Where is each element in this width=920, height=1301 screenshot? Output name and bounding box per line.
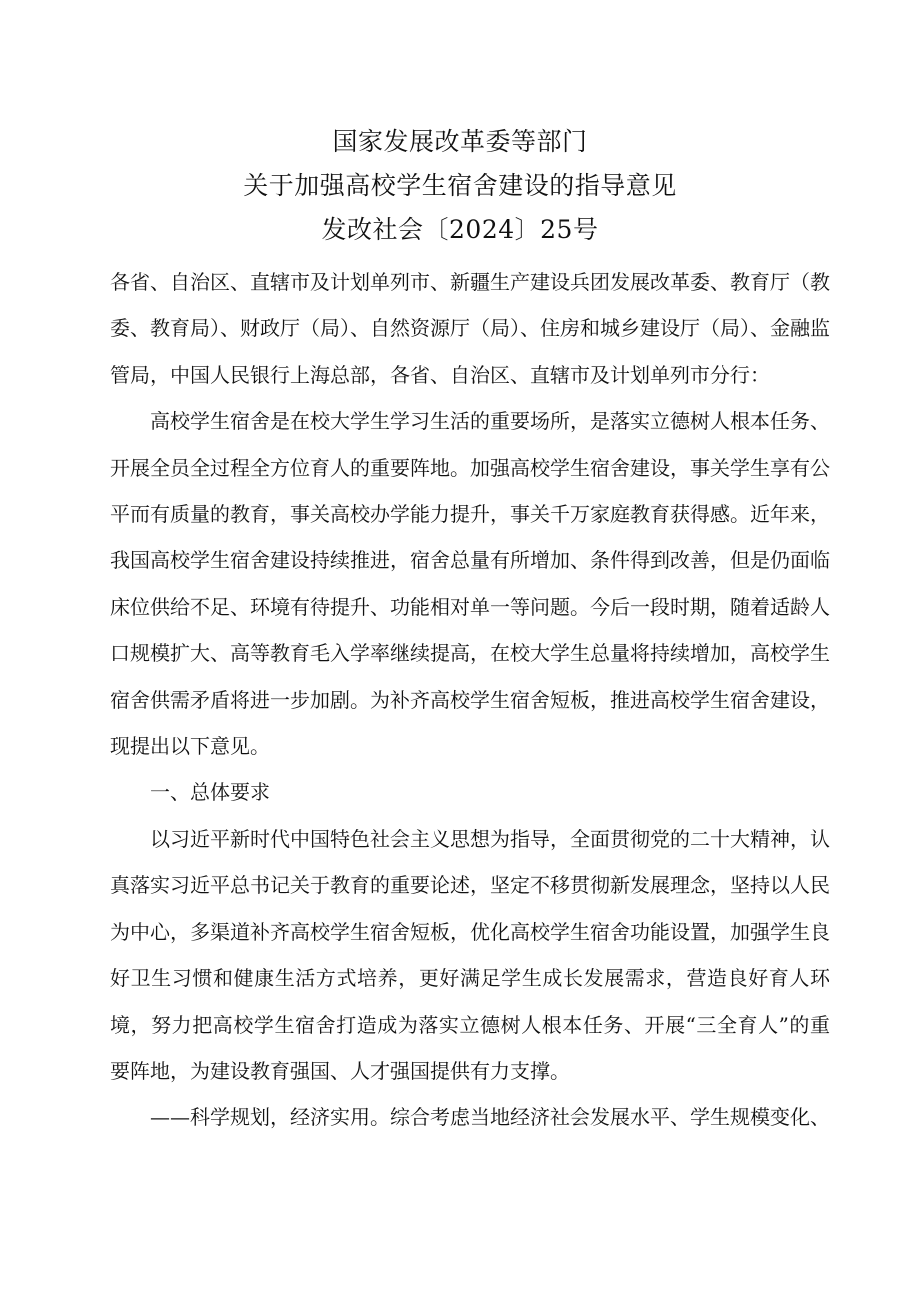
document-number: 发改社会〔2024〕25号 (321, 215, 599, 244)
section-paragraph: 以习近平新时代中国特色社会主义思想为指导，全面贯彻党的二十大精神，认真落实习近平总书记关于教育的重要论述，坚定不移贯彻新发展理念，坚持以人民为中心，多渠道补齐高校学生宿舍短板，优化高校学生宿舍功能设置，加强学生良好卫生习惯和健康生活方式培养，更好满足学生成长发展需求，营造良好育人环境，努力把高校学生宿舍打造成为落实立德树人根本任务、开展“三全育人”的重要阵地，为建设教育强国、人才强国提供有力支撑。 (110, 826, 830, 1083)
document-body (110, 259, 830, 1141)
title-subject: 关于加强高校学生宿舍建设的指导意见 (243, 171, 677, 200)
intro-paragraph: 高校学生宿舍是在校大学生学习生活的重要场所，是落实立德树人根本任务、开展全员全过程全方位育人的重要阵地。加强高校学生宿舍建设，事关学生享有公平而有质量的教育，事关高校办学能力提升，事关千万家庭教育获得感。近年来，我国高校学生宿舍建设持续推进，宿舍总量有所增加、条件得到改善，但是仍面临床位供给不足、环境有待提升、功能相对单一等问题。今后一段时期，随着适龄人口规模扩大、高等教育毛入学率继续提高，在校大学生总量将持续增加，高校学生宿舍供需矛盾将进一步加剧。为补齐高校学生宿舍短板，推进高校学生宿舍建设，现提出以下意见。 (110, 409, 830, 759)
section-heading: 一、总体要求 (150, 780, 270, 805)
principle-paragraph: ——科学规划，经济实用。综合考虑当地经济社会发展水平、学生规模变化、 (150, 1105, 830, 1130)
addressee-paragraph: 各省、自治区、直辖市及计划单列市、新疆生产建设兵团发展改革委、教育厅（教委、教育局）、财政厅（局）、自然资源厅（局）、住房和城乡建设厅（局）、金融监管局，中国人民银行上海总部，各省、自治区、直辖市及计划单列市分行： (110, 270, 830, 387)
document-title (0, 120, 920, 252)
title-issuer: 国家发展改革委等部门 (332, 127, 588, 156)
